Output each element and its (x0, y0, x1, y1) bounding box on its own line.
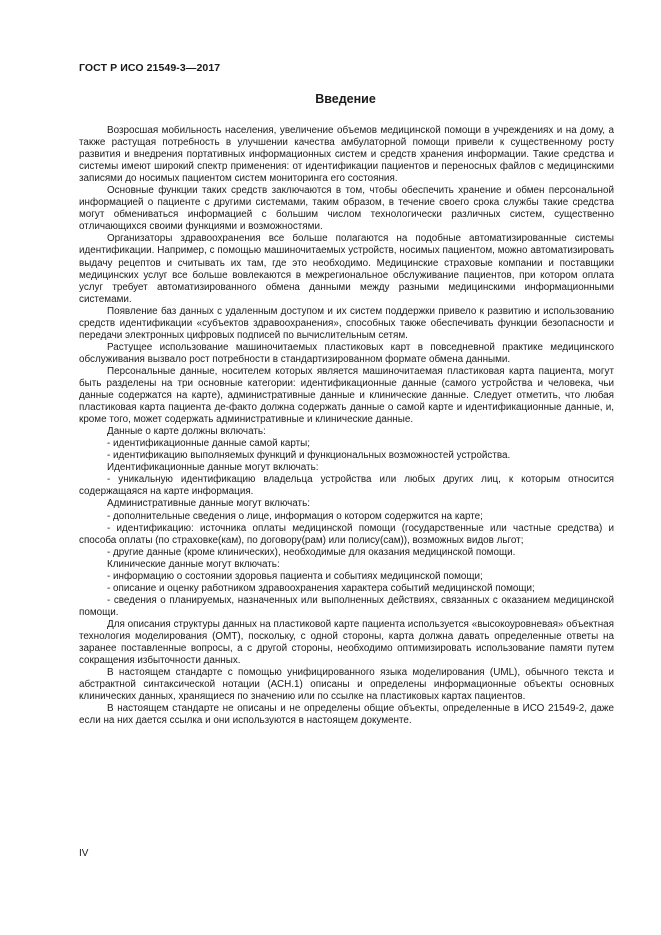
document-header: ГОСТ Р ИСО 21549-3—2017 (79, 62, 221, 74)
list-lead: Идентификационные данные могут включать: (107, 462, 319, 474)
list-item: - другие данные (кроме клинических), необходимые для оказания медицинской помощи. (107, 546, 516, 558)
list-item: - уникальную идентификацию владельца устройства или любых других лиц, к которым относится содержащаяся на карте информация. (79, 474, 614, 498)
list-item: - сведения о планируемых, назначенных или выполненных действиях, связанных с оказанием медицинской помощи. (79, 594, 614, 618)
paragraph: Организаторы здравоохранения все больше полагаются на подобные автоматизированные системы идентификации. Например, с помощью машиночитаемых устройств, носимых пациентом, можно автоматизировать выдачу рецептов и считывать их там, где это необходимо. Медицинские страховые компании и поставщики медицинских услуг все больше вовлекаются в межрегиональное обслуживание пациентов, при котором оплата услуг требует автоматизированного обмена данными между разными медицинскими информационными системами. (79, 233, 614, 305)
paragraph: В настоящем стандарте не описаны и не определены общие объекты, определенные в ИСО 21549-2, даже если на них дается ссылка и они используются в настоящем документе. (79, 703, 614, 727)
list-lead: Административные данные могут включать: (107, 498, 310, 510)
list-item: - идентификационные данные самой карты; (107, 438, 311, 450)
paragraph: Появление баз данных с удаленным доступом и их систем поддержки привело к развитию и использованию средств идентификации «субъектов здравоохранения», способных также обеспечивать функции безопасности и передачи электронных цифровых подписей по вычислительным сетям. (79, 305, 614, 341)
paragraph: Основные функции таких средств заключаются в том, чтобы обеспечить хранение и обмен персональной информацией о пациенте с другими системами, таким образом, в течение своего срока службы такие средства могут обмениваться информацией с большим числом технологически различных систем, существенно отличающихся своими функциями и возможностями. (79, 185, 614, 233)
page-number: IV (79, 848, 89, 859)
paragraph: В настоящем стандарте с помощью унифицированного языка моделирования (UML), обычного текста и абстрактной синтаксической нотации (АСН.1) описаны и определены информационные объекты основных клинических данных, хранящиеся по значению или по ссылке на пластиковых картах пациентов. (79, 667, 614, 703)
list-item: - идентификацию: источника оплаты медицинской помощи (государственные или частные средства) и способа оплаты (по страховке(кам), по договору(рам) или полису(сам)), возможных видов льгот; (79, 522, 614, 546)
paragraph: Растущее использование машиночитаемых пластиковых карт в повседневной практике медицинского обслуживания вызвало рост потребности в стандартизированном формате обмена данными. (79, 341, 614, 365)
list-lead: Клинические данные могут включать: (107, 558, 280, 570)
list-item: - информацию о состоянии здоровья пациента и событиях медицинской помощи; (107, 570, 483, 582)
paragraph: Персональные данные, носителем которых является машиночитаемая пластиковая карта пациента, могут быть разделены на три основные категории: идентификационные данные (самого устройства и человека, чьи данные содержатся на карте), административные данные и клинические данные. Следует отметить, что любая пластиковая карта пациента де-факто должна содержать данные о самой карте и идентификационные данные, и, кроме того, может содержать административные и клинические данные. (79, 365, 614, 426)
document-body (79, 125, 614, 727)
section-title: Введение (315, 92, 376, 106)
paragraph: Возросшая мобильность населения, увеличение объемов медицинской помощи в учреждениях и на дому, а также растущая потребность в улучшении качества амбулаторной помощи привели к существенному росту развития и внедрения портативных информационных систем и средств хранения информации. Такие средства и системы имеют широкий спектр применения: от идентификации пациентов и переносных файлов с медицинскими записями до носимых пациентом систем мониторинга его состояния. (79, 125, 614, 185)
list-item: - дополнительные сведения о лице, информация о котором содержится на карте; (107, 510, 483, 522)
list-lead: Данные о карте должны включать: (107, 426, 266, 438)
list-item: - описание и оценку работником здравоохранения характера событий медицинской помощи; (107, 582, 535, 594)
list-item: - идентификацию выполняемых функций и функциональных возможностей устройства. (107, 450, 511, 462)
paragraph: Для описания структуры данных на пластиковой карте пациента используется «высокоуровневая» объектная технология моделирования (ОМТ), поскольку, с одной стороны, карта должна давать определенные ответы на заранее поставленные вопросы, а с другой стороны, необходимо оптимизировать использование памяти путем сокращения избыточности данных. (79, 618, 614, 667)
